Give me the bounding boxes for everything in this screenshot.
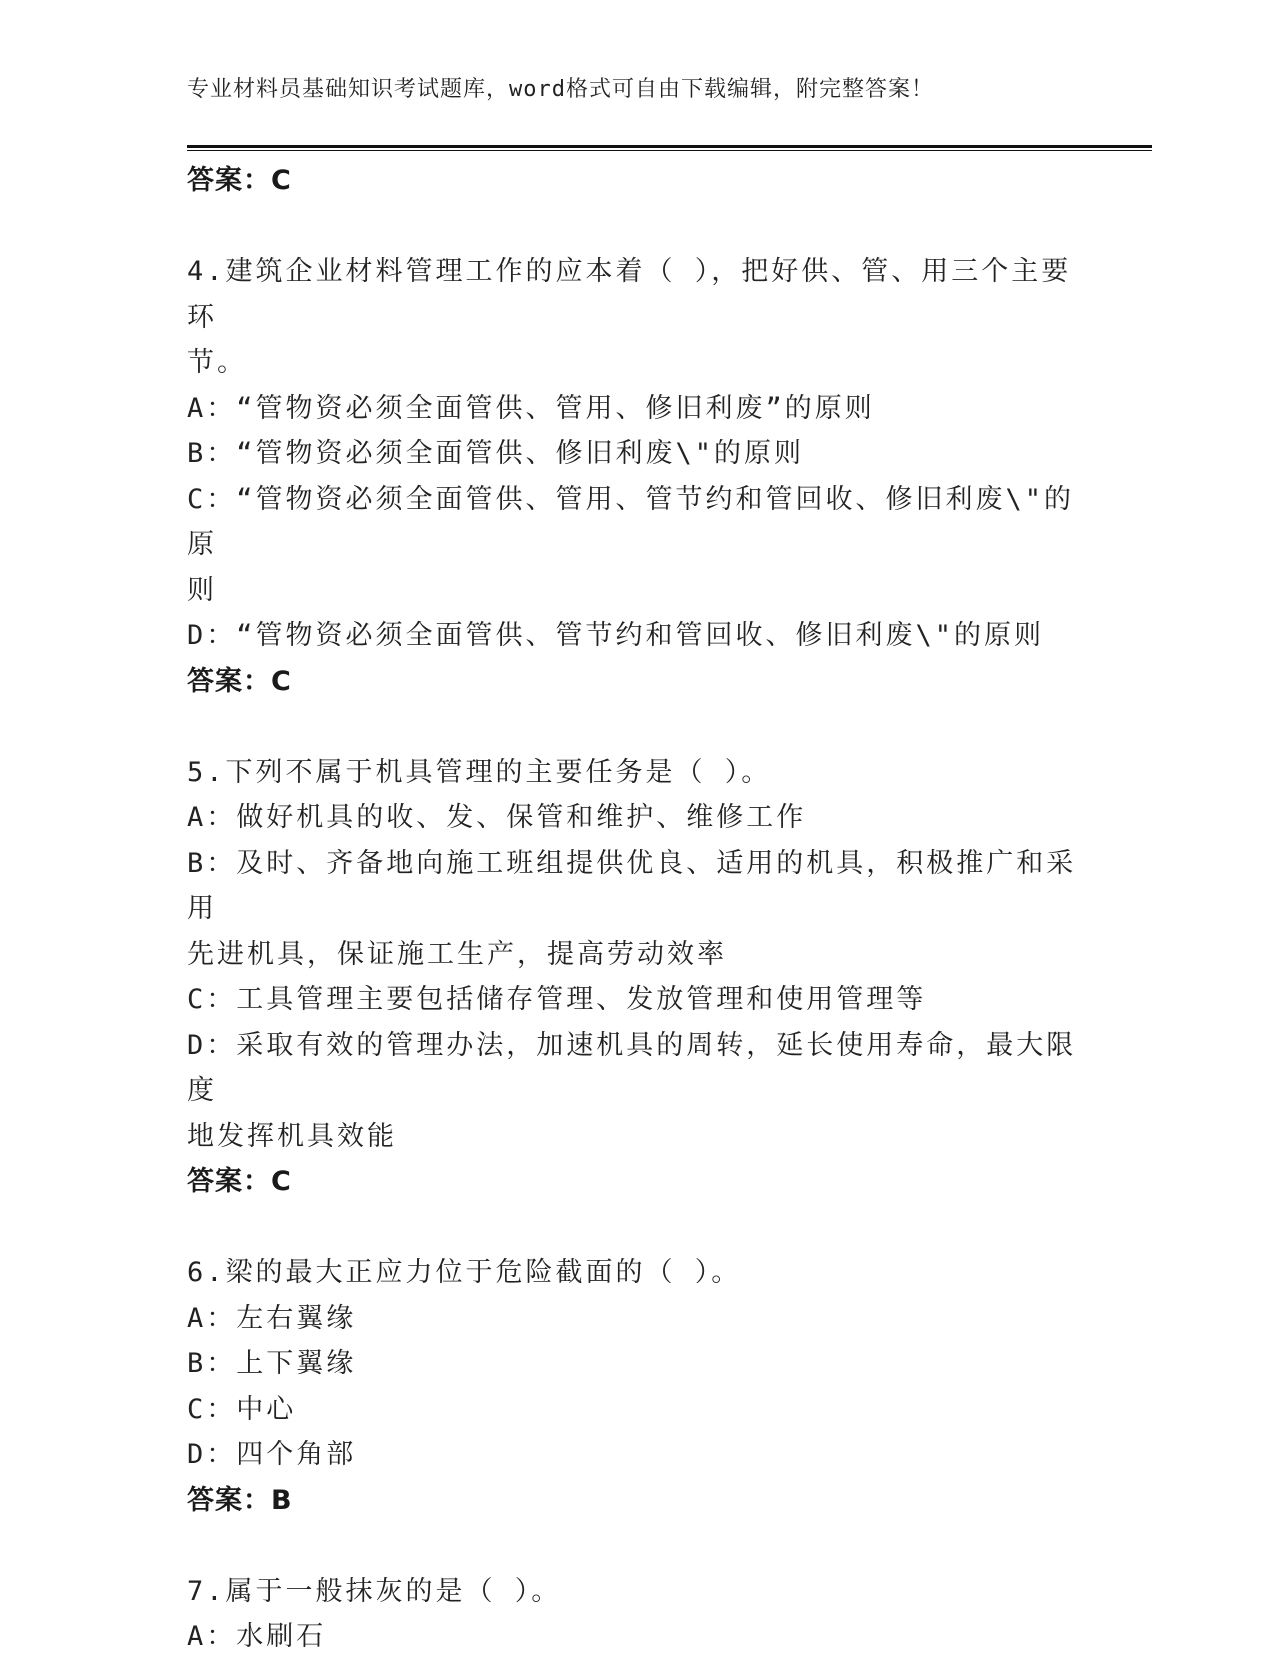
question-7 [187,1569,1087,1660]
spacer [187,1523,1087,1569]
option-c: C：中心 [187,1393,297,1425]
option-b-cont: 先进机具，保证施工生产，提高劳动效率 [187,938,727,970]
page-header: 专业材料员基础知识考试题库，word格式可自由下载编辑，附完整答案！ [187,77,934,102]
question-5 [187,750,1087,1205]
option-c: C：“管物资必须全面管供、管用、管节约和管回收、修旧利废\"的原 [187,483,1075,560]
spacer [187,704,1087,750]
header-rule-thick [187,145,1152,148]
option-c: C：工具管理主要包括储存管理、发放管理和使用管理等 [187,984,927,1015]
spacer [187,1205,1087,1251]
option-d: D：四个角部 [187,1439,357,1470]
question-6 [187,1250,1087,1523]
option-c-cont: 则 [187,574,217,606]
question-stem: 7.属于一般抹灰的是（ ）。 [187,1575,562,1607]
question-4 [187,249,1087,704]
option-a: A：做好机具的收、发、保管和维护、维修工作 [187,802,807,833]
question-stem-cont: 节。 [187,347,247,378]
question-stem: 6.梁的最大正应力位于危险截面的（ ）。 [187,1257,742,1288]
question-stem: 4.建筑企业材料管理工作的应本着（ ），把好供、管、用三个主要环 [187,256,1072,333]
answer-line: 答案：B [187,1484,293,1516]
answer-line: 答案：C [187,165,292,196]
option-a: A：水刷石 [187,1621,327,1652]
option-b: B：上下翼缘 [187,1348,357,1379]
option-a: A：“管物资必须全面管供、管用、修旧利废”的原则 [187,392,875,424]
header-rule-thin [187,150,1152,151]
question-stem: 5.下列不属于机具管理的主要任务是（ ）。 [187,756,772,788]
answer-line: 答案：C [187,1166,292,1197]
document-body [187,158,1087,1660]
option-d-cont: 地发挥机具效能 [187,1120,397,1152]
answer-line: 答案：C [187,665,292,697]
option-a: A：左右翼缘 [187,1302,357,1334]
option-b: B：“管物资必须全面管供、修旧利废\"的原则 [187,438,805,469]
option-b: B：及时、齐备地向施工班组提供优良、适用的机具，积极推广和采用 [187,847,1077,924]
option-d: D：采取有效的管理办法，加速机具的周转，延长使用寿命，最大限度 [187,1029,1077,1106]
spacer [187,204,1087,250]
option-d: D：“管物资必须全面管供、管节约和管回收、修旧利废\"的原则 [187,620,1045,651]
